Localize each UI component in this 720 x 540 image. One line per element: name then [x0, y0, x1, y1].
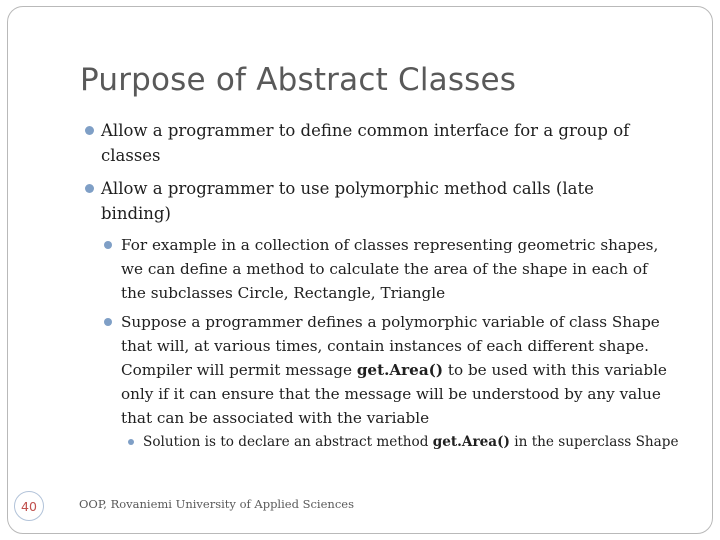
bullet-dot [85, 126, 94, 135]
bullet-text: For example in a collection of classes representing geometric shapes, we can define a method to calculate the area of the shape in each of the subclasses Circle, Rectangle, Triangle [121, 236, 659, 302]
solution-text-end: in the superclass Shape [509, 434, 679, 450]
bullet-dot [104, 318, 112, 326]
page-number-badge [14, 491, 44, 521]
bullet-text: Allow a programmer to define common interface for a group of classes [101, 121, 630, 165]
method-name-getarea: get.Area() [356, 361, 444, 379]
page-number: 40 [21, 499, 37, 514]
suppose-text-start: Suppose a programmer defines a polymorphic variable of class Shape that will, at various times, contain instances of each different shape. Compiler will permit message [121, 313, 660, 379]
bullet-dot [128, 439, 134, 445]
method-name-getarea: get.Area() [432, 434, 510, 450]
bullet-text [121, 310, 671, 430]
slide-title: Purpose of Abstract Classes [80, 62, 517, 98]
bullet-dot [104, 241, 112, 249]
bullet-text: Allow a programmer to use polymorphic method calls (late binding) [101, 179, 594, 223]
bullet-dot [85, 184, 94, 193]
suppose-text-end: to be used with this variable only if it can ensure that the message will be understood by any value that can be associated with the variable [121, 361, 667, 427]
footer-text: OOP, Rovaniemi University of Applied Sciences [79, 497, 354, 511]
bullet-text [143, 432, 688, 452]
solution-text-start: Solution is to declare an abstract method [143, 434, 433, 450]
